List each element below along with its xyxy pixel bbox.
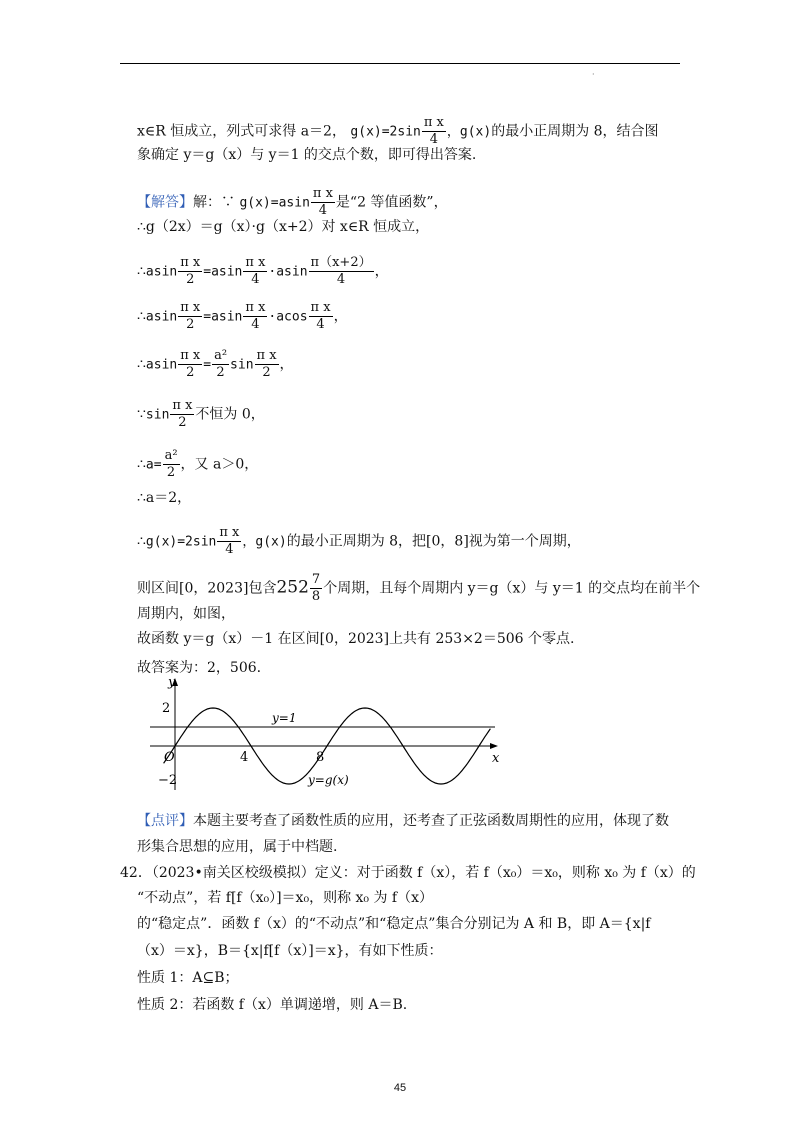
text: 解：∵ [193,194,235,211]
therefore-symbol: ∴ [137,308,146,325]
fraction: $\frac{\text{π x}}{4}$ [312,186,333,218]
q42-line-1: 42．（2023•南关区校级模拟）定义：对于函数 f（x），若 f（x₀）＝x₀，则称 x₀ 为 f（x）的 [120,865,696,881]
fraction: $\frac{\text{π x}}{4}$ [219,525,240,557]
x-arrow-icon [490,743,498,749]
q42-line-6: 性质 2：若函数 f（x）单调递增，则 A＝B. [137,997,408,1013]
comment-line-1 [137,812,669,830]
fraction: $\frac{\text{a²}}{2}$ [164,448,178,480]
mixed-number-whole: 252 [276,577,309,598]
formula: =asin [203,264,243,280]
line-10: ∴a＝2， [137,490,192,506]
line-3 [137,186,448,219]
comment-line-2: 形集合思想的应用，属于中档题. [137,839,338,855]
therefore-symbol: ∴ [137,533,146,550]
tick-y-neg2: −2 [158,773,178,788]
text: x∈R 恒成立，列式可求得 a＝2， [137,123,346,140]
line-15: 故答案为：2，506. [137,660,262,676]
sine-graph [140,672,510,802]
header-rule [120,63,680,64]
line-7 [137,348,294,381]
fraction: $\frac{7}{8}$ [311,572,321,604]
q42-line-2: “不动点”，若 f[f（x₀）]＝x₀，则称 x₀ 为 f（x） [137,890,434,906]
fraction: $\frac{\text{π x}}{2}$ [256,348,277,380]
text: 不恒为 0， [195,406,265,423]
therefore-symbol: ∴ [137,356,146,373]
text: 是“2 等值函数”， [335,194,448,211]
line-14: 故函数 y＝g（x）－1 在区间[0，2023]上共有 253×2＝506 个零点. [137,631,575,647]
q42-line-3: 的“稳定点”．函数 f（x）的“不动点”和“稳定点”集合分别记为 A 和 B，即 A＝{x|f [137,916,651,932]
formula: ·asin [268,264,308,280]
fraction: $\frac{\text{π x}}{4}$ [245,255,266,287]
formula: sin [145,407,170,423]
tick-x-4: 4 [240,750,249,765]
formula: asin [145,309,178,325]
text: 的最小正周期为 8，结合图 [491,123,659,140]
therefore-symbol: ∴ [137,456,146,473]
tick-y-2: 2 [162,701,171,716]
line-13: 周期内，如图， [137,606,235,622]
formula: g(x)=2sin [145,534,217,550]
formula: asin [145,357,178,373]
tick-x-8: 8 [316,750,325,765]
text: ，又 a＞0， [180,456,259,473]
line-9 [137,448,258,481]
formula: a= [145,457,162,473]
line-label: y=1 [272,711,297,725]
line-5 [137,255,389,288]
line-4: ∴g（2x）＝g（x）·g（x+2）对 x∈R 恒成立， [137,219,430,235]
origin-label: O [164,750,175,765]
comment-tag: 【点评】 [137,813,193,829]
formula: ，g(x) [446,124,492,140]
fraction: $\frac{\text{π x}}{2}$ [180,300,201,332]
q42-line-5: 性质 1：A⊆B； [137,970,239,986]
formula: = [203,357,212,373]
formula: ·acos [268,309,308,325]
text: 的最小正周期为 8，把[0，8]视为第一个周期， [286,533,581,550]
fraction: $\frac{\text{π x}}{4}$ [245,300,266,332]
line-11 [137,525,581,558]
text: 则区间[0，2023]包含 [137,580,277,597]
page-number: 45 [393,1082,407,1094]
text: 本题主要考查了函数性质的应用，还考查了正弦函数周期性的应用，体现了数 [193,813,669,829]
curve-label: y=g(x) [308,773,349,787]
fraction: $\frac{\text{π x}}{4}$ [310,300,331,332]
fraction: $\frac{\text{π x}}{2}$ [180,348,201,380]
q42-line-4: （x）＝x}，B＝{x|f[f（x）]＝x}，有如下性质： [137,943,443,959]
formula: g(x)=asin [239,195,310,211]
line-6 [137,300,348,333]
header-dot: · [592,70,595,79]
line-2: 象确定 y＝g（x）与 y＝1 的交点个数，即可得出答案. [137,147,477,163]
text: ， [333,308,348,325]
formula: sin [230,357,254,373]
answer-tag: 【解答】 [137,194,193,211]
fraction: $\frac{\pi(x+2)}{4}$ [310,255,372,287]
line-8 [137,398,265,431]
text: ， [374,263,389,280]
fraction: $\frac{\text{π x}}{2}$ [172,398,193,430]
line-12 [137,572,700,605]
x-axis-label: x [492,751,500,766]
y-axis-label: y [168,675,176,690]
formula: =asin [203,309,243,325]
fraction: $\frac{\text{π x}}{2}$ [180,255,201,287]
formula: asin [145,264,178,280]
fraction: $\frac{\text{a²}}{2}$ [214,348,228,380]
therefore-symbol: ∴ [137,263,146,280]
text: 个周期，且每个周期内 y＝g（x）与 y＝1 的交点均在前半个 [323,580,701,597]
formula: ，g(x) [242,534,287,550]
because-symbol: ∵ [137,406,146,423]
text: ， [279,356,294,373]
formula: g(x)=2sin [350,124,421,140]
line-1 [137,115,659,148]
fraction: $\frac{\text{π x}}{4}$ [423,115,444,147]
